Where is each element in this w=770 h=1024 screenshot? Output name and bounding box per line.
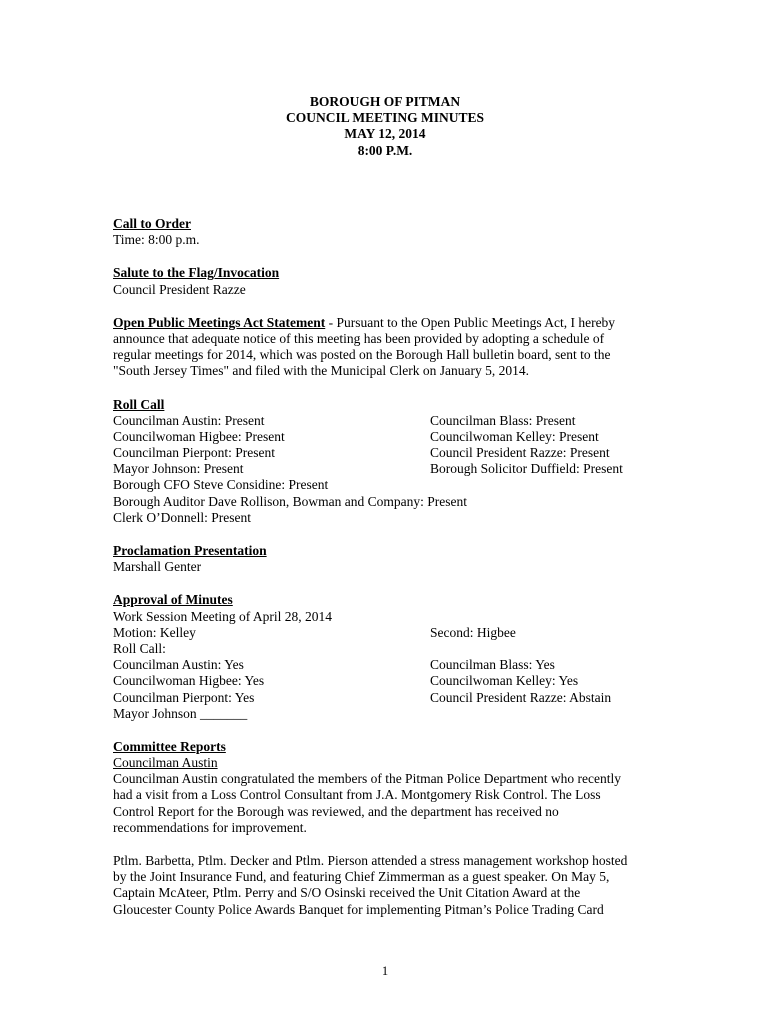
attendee-right: Council President Razze: Present <box>430 445 610 461</box>
approval-heading: Approval of Minutes <box>113 592 233 608</box>
roll-call-row <box>113 445 653 461</box>
committee-para2-line: Gloucester County Police Awards Banquet for implementing Pitman’s Police Trading Card <box>113 901 604 917</box>
vote-right: Councilman Blass: Yes <box>430 657 555 673</box>
roll-call-row <box>113 461 653 477</box>
header-title: COUNCIL MEETING MINUTES <box>285 110 485 126</box>
attendee-left: Councilman Pierpont: Present <box>113 445 275 461</box>
document-header <box>0 94 770 159</box>
vote-left: Councilman Pierpont: Yes <box>113 689 255 705</box>
vote-right: Council President Razze: Abstain <box>430 689 612 705</box>
vote-left: Councilwoman Higbee: Yes <box>113 673 265 689</box>
opma-line-4: "South Jersey Times" and filed with the Municipal Clerk on January 5, 2014. <box>113 363 529 379</box>
salute-heading: Salute to the Flag/Invocation <box>113 265 280 281</box>
attendee-right: Borough Solicitor Duffield: Present <box>430 461 623 477</box>
header-time: 8:00 P.M. <box>357 142 413 158</box>
salute-text: Council President Razze <box>113 281 246 297</box>
vote-right: Councilwoman Kelley: Yes <box>430 673 579 689</box>
opma-heading: Open Public Meetings Act Statement <box>113 314 326 330</box>
attendee-left: Mayor Johnson: Present <box>113 461 244 477</box>
attendee-right: Councilman Blass: Present <box>430 412 576 428</box>
opma-line-3: regular meetings for 2014, which was posted on the Borough Hall bulletin board, sent to the <box>113 347 611 363</box>
call-to-order-heading: Call to Order <box>113 216 191 231</box>
opma-text-start: - Pursuant to the Open Public Meetings Act, I hereby <box>325 314 616 330</box>
attendee-left: Councilman Austin: Present <box>113 412 265 428</box>
roll-call-heading: Roll Call <box>113 396 165 412</box>
committee-para1-line: had a visit from a Loss Control Consultant from J.A. Montgomery Risk Control. The Loss <box>113 787 601 803</box>
roll-call-row <box>113 429 653 445</box>
committee-para1-line: recommendations for improvement. <box>113 819 307 835</box>
attendee-right: Councilwoman Kelley: Present <box>430 428 599 444</box>
document-body <box>113 216 653 918</box>
attendee-auditor: Borough Auditor Dave Rollison, Bowman and Company: Present <box>113 493 467 509</box>
attendee-left: Councilwoman Higbee: Present <box>113 428 285 444</box>
motion-row <box>113 625 653 641</box>
committee-heading: Committee Reports <box>113 738 226 754</box>
committee-para2-line: Ptlm. Barbetta, Ptlm. Decker and Ptlm. Pierson attended a stress management workshop hosted <box>113 853 628 868</box>
approval-meeting: Work Session Meeting of April 28, 2014 <box>113 608 333 624</box>
call-to-order-time: Time: 8:00 p.m. <box>113 232 200 248</box>
roll-call-row <box>113 413 653 429</box>
header-date: MAY 12, 2014 <box>344 126 426 142</box>
header-borough: BOROUGH OF PITMAN <box>309 94 461 109</box>
proclamation-heading: Proclamation Presentation <box>113 543 267 558</box>
opma-line-1 <box>113 315 653 331</box>
committee-para2-line: by the Joint Insurance Fund, and featuring Chief Zimmerman as a guest speaker. On May 5, <box>113 869 610 885</box>
vote-row <box>113 657 653 673</box>
committee-para1-line: Control Report for the Borough was reviewed, and the department has received no <box>113 803 559 819</box>
motion-text: Motion: Kelley <box>113 624 196 640</box>
page-number: 1 <box>381 964 389 978</box>
attendee-cfo: Borough CFO Steve Considine: Present <box>113 477 329 493</box>
proclamation-text: Marshall Genter <box>113 559 202 575</box>
committee-subheading: Councilman Austin <box>113 755 218 771</box>
opma-line-2: announce that adequate notice of this meeting has been provided by adopting a schedule of <box>113 330 605 346</box>
vote-row <box>113 673 653 689</box>
vote-row <box>113 690 653 706</box>
approval-roll-label: Roll Call: <box>113 640 166 656</box>
vote-left: Councilman Austin: Yes <box>113 657 244 673</box>
committee-para1-line: Councilman Austin congratulated the members of the Pitman Police Department who recently <box>113 771 621 787</box>
second-text: Second: Higbee <box>430 624 516 640</box>
committee-para2-line: Captain McAteer, Ptlm. Perry and S/O Osinski received the Unit Citation Award at the <box>113 885 581 901</box>
attendee-clerk: Clerk O’Donnell: Present <box>113 509 251 525</box>
vote-mayor: Mayor Johnson _______ <box>113 705 248 721</box>
